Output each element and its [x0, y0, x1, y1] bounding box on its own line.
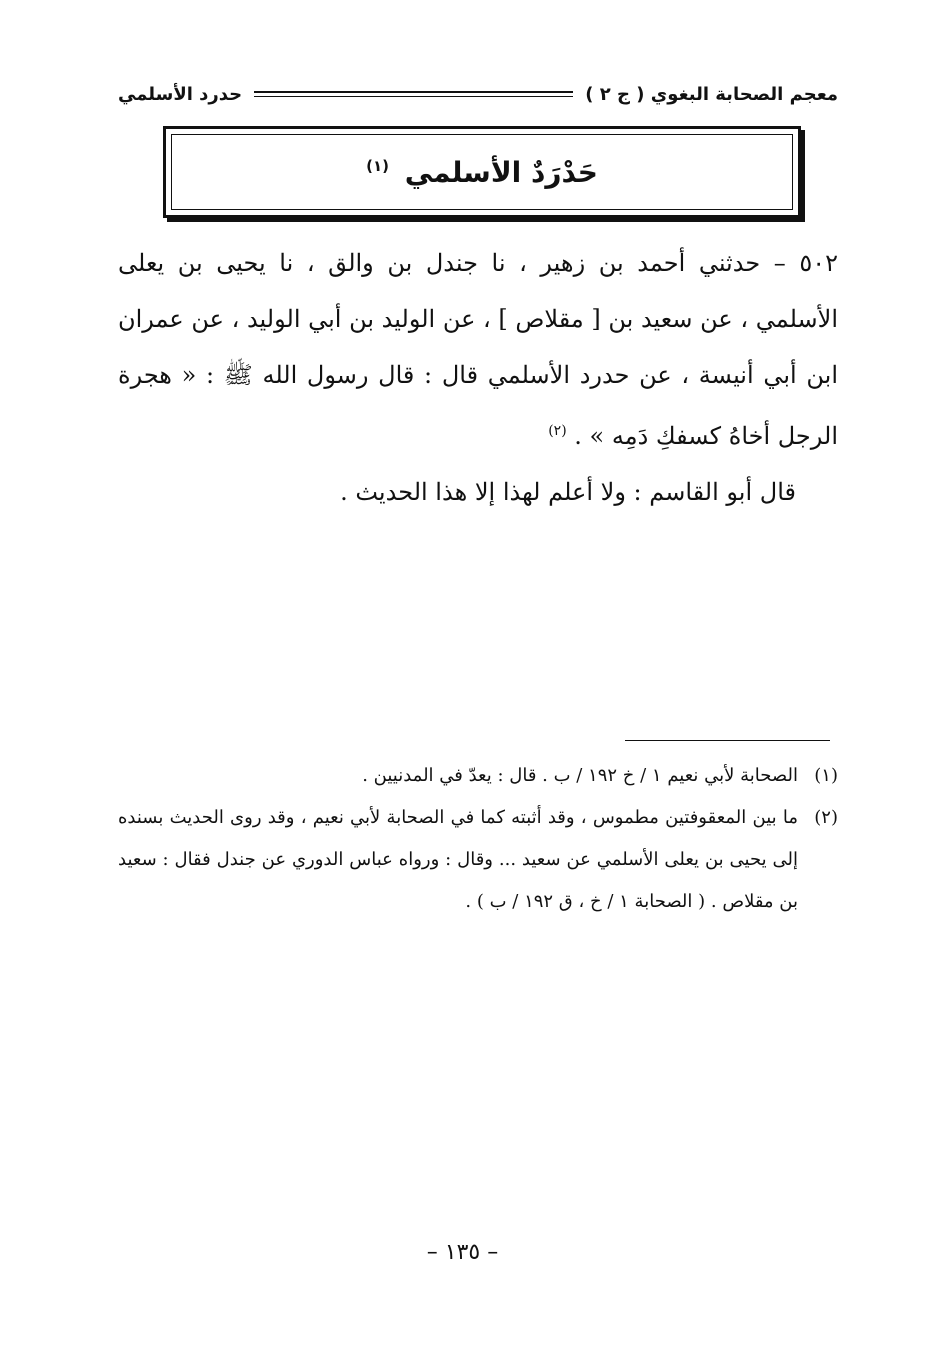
hadith-footnote-ref: (٢): [548, 423, 567, 439]
footnote-text: الصحابة لأبي نعيم ١ / خ ١٩٢ / ب . قال : يعدّ في المدنيين .: [362, 765, 798, 786]
footnote-text: ما بين المعقوفتين مطموس ، وقد أثبته كما في الصحابة لأبي نعيم ، وقد روى الحديث بسنده إلى يحيى بن يعلى الأسلمي عن سعيد ... وقال : ورواه عباس الدوري عن جندل فقال : سعيد بن مقلاص . ( الصحابة ١ / خ ، ق ١٩٢ / ب ) .: [118, 807, 798, 912]
footnote-item: [118, 797, 838, 923]
main-text: [118, 235, 838, 520]
hadith-text: ٥٠٢ – حدثني أحمد بن زهير ، نا جندل بن والق ، نا يحيى بن يعلى الأسلمي ، عن سعيد بن [ مقلاص ] ، عن الوليد بن أبي الوليد ، عن عمران ابن أبي أنيسة ، عن حدرد الأسلمي قال : قال رسول الله ﷺ : « هجرة الرجل أخاهُ كسفكِ دَمِه » .: [118, 249, 838, 450]
entry-title: [366, 156, 598, 189]
page-number: – ١٣٥ –: [426, 1240, 499, 1265]
header-rule: [254, 91, 573, 97]
footnote-separator: [625, 740, 830, 741]
entry-title-text: حَدْرَدٌ الأسلمي: [404, 155, 598, 189]
footnote-item: [118, 755, 838, 797]
hadith-paragraph: [118, 235, 838, 464]
running-section-title: حدرد الأسلمي: [118, 83, 243, 105]
footnotes: [118, 755, 838, 923]
footnote-number: (١): [814, 765, 838, 786]
title-footnote-ref: (١): [366, 157, 390, 176]
page-header: [118, 74, 838, 114]
footnote-number: (٢): [814, 807, 838, 828]
author-comment: قال أبو القاسم : ولا أعلم لهذا إلا هذا الحديث .: [340, 478, 796, 506]
entry-title-box: [163, 126, 801, 218]
running-book-title: معجم الصحابة البغوي ( ج ٢ ): [585, 83, 838, 105]
